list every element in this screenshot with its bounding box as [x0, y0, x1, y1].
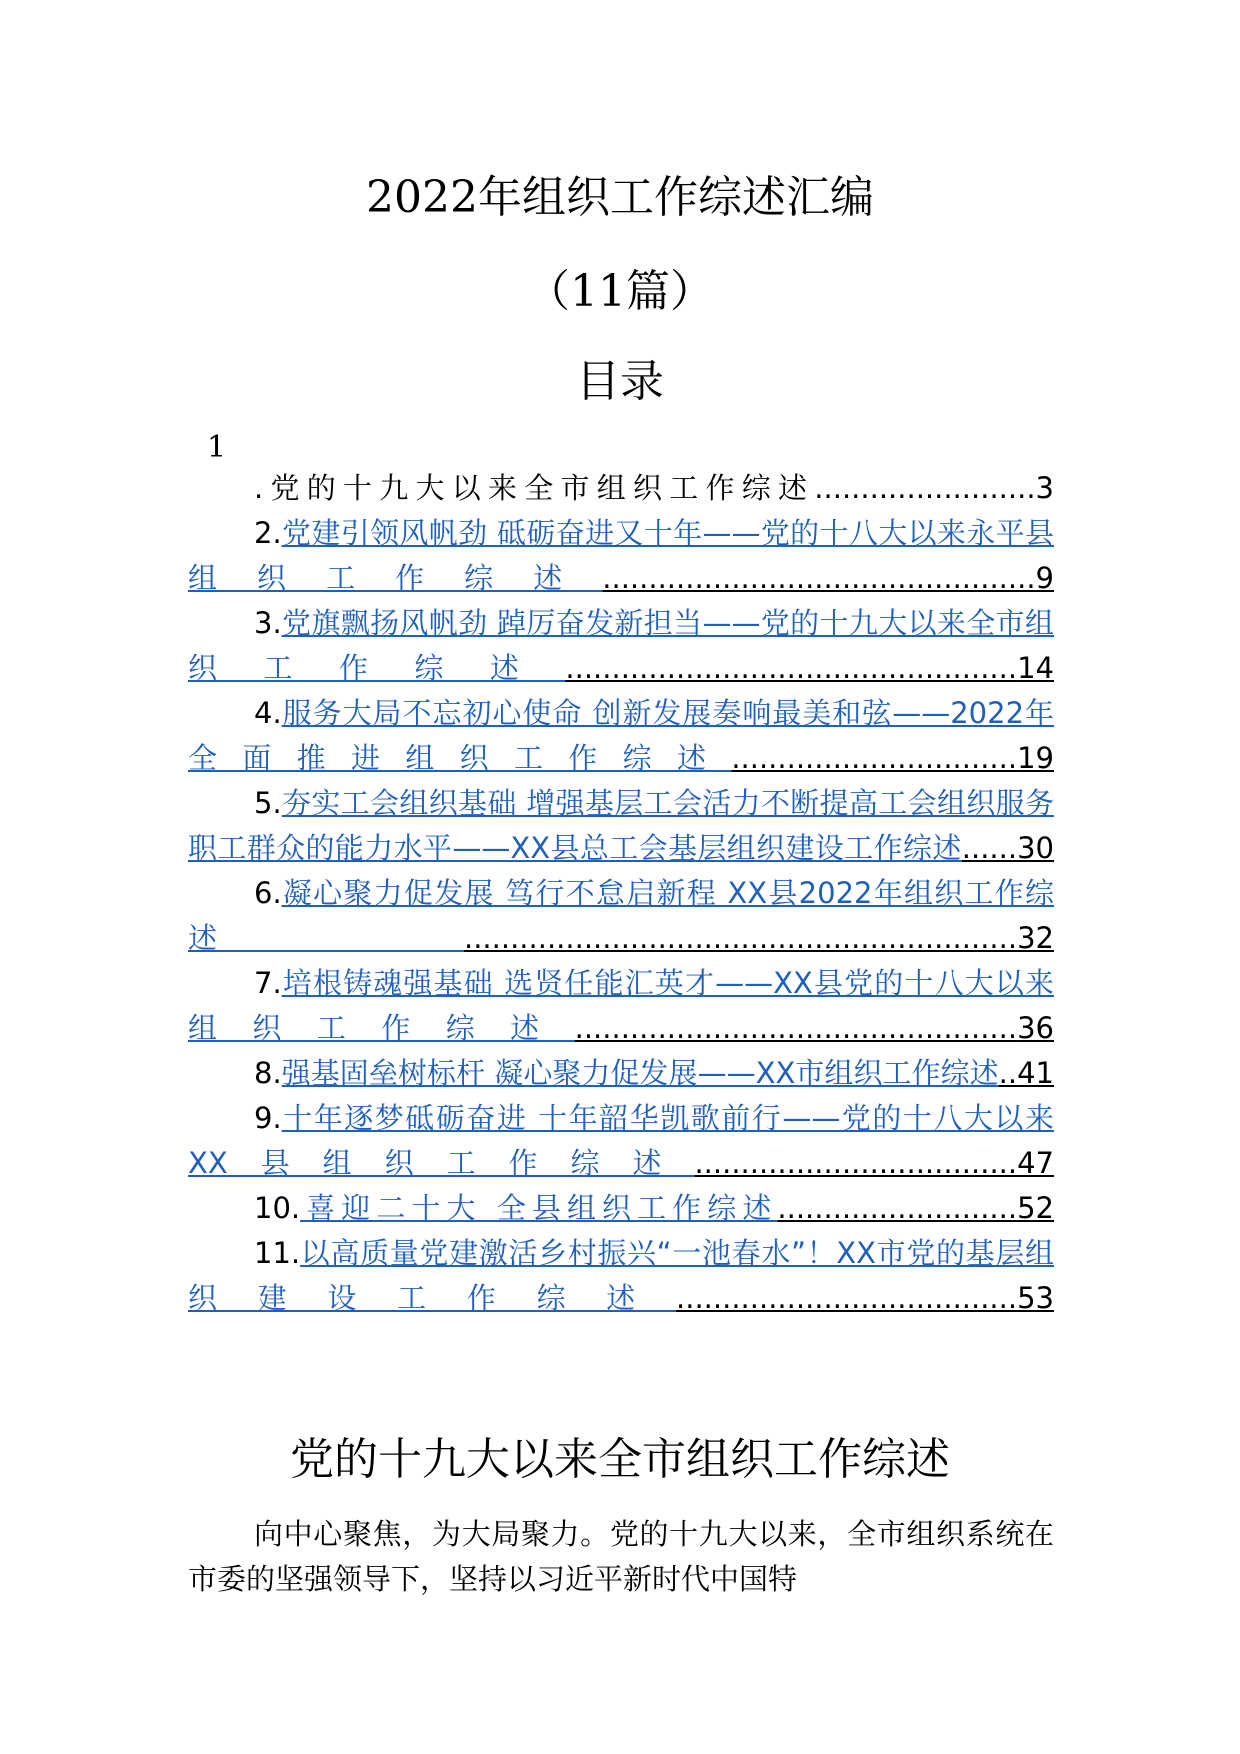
toc-entry-number: 6. [254, 876, 282, 910]
document-title: 2022年组织工作综述汇编 [366, 172, 874, 223]
toc-entry-number: 2. [254, 516, 282, 550]
toc-entry-link[interactable]: .党的十九大以来全市组织工作综述 [254, 471, 815, 505]
toc-entry[interactable] [188, 781, 1054, 871]
toc-entry[interactable] [188, 691, 1054, 781]
toc-entry-leader-dots: ................................... [694, 1146, 1018, 1180]
stray-number: 1 [207, 430, 227, 465]
toc-entry-link[interactable]: 凝心聚力促发展 笃行不怠启新程 XX县2022年组织工作综述 [188, 876, 1054, 955]
toc-entry-leader-dots: ................................................ [574, 1011, 1018, 1045]
toc-entry-link[interactable]: 夯实工会组织基础 增强基层工会活力不断提高工会组织服务职工群众的能力水平——XX县总工会基层组织建设工作综述 [188, 786, 1054, 865]
section-body-paragraph: 向中心聚焦，为大局聚力。党的十九大以来，全市组织系统在市委的坚强领导下，坚持以习近平新时代中国特 [188, 1517, 1054, 1596]
toc-heading: 目录 [576, 356, 664, 407]
toc-entry-number: 7. [254, 966, 282, 1000]
toc-entry-page-number: 32 [1017, 921, 1054, 955]
toc-entry-leader-dots: ........................ [814, 471, 1036, 505]
toc-entry-page-number: 52 [1017, 1191, 1054, 1225]
toc-entry-page-number: 3 [1035, 471, 1054, 505]
toc-entry-page-number: 47 [1017, 1146, 1054, 1180]
toc-entry-leader-dots: ............................... [731, 741, 1018, 775]
toc-entry-link[interactable]: 党旗飘扬风帆劲 踔厉奋发新担当——党的十九大以来全市组织工作综述 [188, 606, 1054, 685]
toc-entry-link[interactable]: 党建引领风帆劲 砥砺奋进又十年——党的十八大以来永平县组织工作综述 [188, 516, 1054, 595]
toc-entry-leader-dots: ..................................... [676, 1281, 1018, 1315]
toc-entry-page-number: 53 [1017, 1281, 1054, 1315]
toc-entry[interactable] [188, 871, 1054, 961]
toc-entry-link[interactable]: 强基固垒树标杆 凝心聚力促发展——XX市组织工作综述 [281, 1056, 999, 1090]
toc-entry-link[interactable]: 以高质量党建激活乡村振兴“一池春水”！XX市党的基层组织建设工作综述 [188, 1236, 1054, 1315]
toc-entry-page-number: 14 [1017, 651, 1054, 685]
toc-entry-leader-dots: .. [998, 1056, 1018, 1090]
toc-entry-link[interactable]: 喜迎二十大 全县组织工作综述 [300, 1191, 778, 1225]
toc-entry-leader-dots: ............................................... [602, 561, 1036, 595]
toc-entry-number: 11. [254, 1236, 301, 1270]
toc-entry-leader-dots: ............................................................ [463, 921, 1018, 955]
toc-entry-page-number: 30 [1017, 831, 1054, 865]
toc-entry[interactable] [188, 466, 1054, 511]
toc-entry[interactable] [188, 511, 1054, 601]
document-subtitle: （11篇） [526, 266, 714, 317]
toc-entry[interactable] [188, 1051, 1054, 1096]
toc-entry-link[interactable]: 培根铸魂强基础 选贤任能汇英才——XX县党的十八大以来组织工作综述 [188, 966, 1054, 1045]
toc-entry-number: 9. [254, 1101, 282, 1135]
toc-entry-link[interactable]: 十年逐梦砥砺奋进 十年韶华凯歌前行——党的十八大以来XX县组织工作综述 [188, 1101, 1054, 1180]
section-title: 党的十九大以来全市组织工作综述 [290, 1434, 950, 1485]
toc-entry[interactable] [188, 961, 1054, 1051]
toc-entry-page-number: 19 [1017, 741, 1054, 775]
toc-entry-number: 10. [254, 1191, 301, 1225]
toc-entry[interactable] [188, 601, 1054, 691]
toc-entry-leader-dots: ................................................. [565, 651, 1018, 685]
toc-entry-page-number: 41 [1017, 1056, 1054, 1090]
table-of-contents [188, 466, 1054, 1321]
toc-entry-number: 8. [254, 1056, 282, 1090]
toc-entry-number: 4. [254, 696, 282, 730]
toc-entry-page-number: 36 [1017, 1011, 1054, 1045]
toc-entry[interactable] [188, 1186, 1054, 1231]
toc-entry[interactable] [188, 1096, 1054, 1186]
toc-entry-leader-dots: ...... [961, 831, 1018, 865]
toc-entry-page-number: 9 [1035, 561, 1054, 595]
toc-entry-leader-dots: .......................... [777, 1191, 1018, 1225]
toc-entry-number: 3. [254, 606, 282, 640]
toc-entry[interactable] [188, 1231, 1054, 1321]
toc-entry-link[interactable]: 服务大局不忘初心使命 创新发展奏响最美和弦——2022年全面推进组织工作综述 [188, 696, 1054, 775]
toc-entry-number: 5. [254, 786, 282, 820]
